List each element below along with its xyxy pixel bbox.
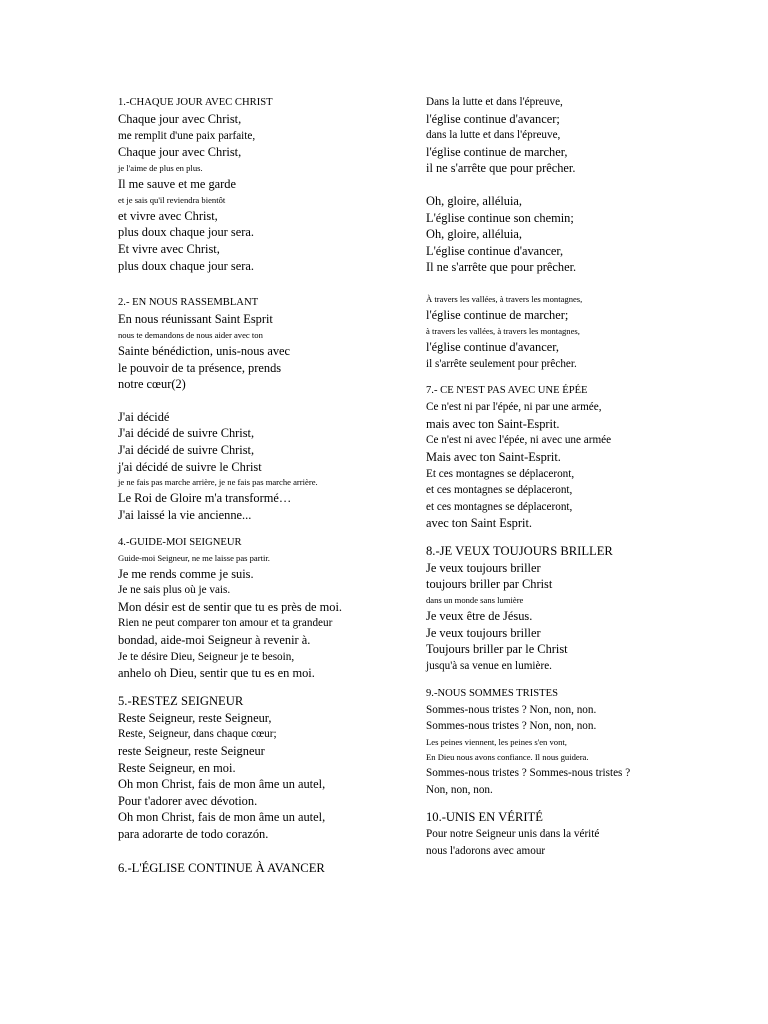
lyric-line: Mon désir est de sentir que tu es près de moi. bbox=[118, 599, 343, 614]
spacer bbox=[118, 682, 438, 692]
lyric-line: En nous réunissant Saint Esprit bbox=[118, 312, 273, 327]
lyric-line: Oh mon Christ, fais de mon âme un autel, bbox=[118, 810, 326, 825]
lyric-line: et ces montagnes se déplaceront, bbox=[426, 500, 573, 513]
lyric-line: Oh, gloire, alléluia, bbox=[426, 227, 522, 242]
lyric-line: Je veux toujours briller bbox=[426, 625, 541, 640]
lyric-line: l'église continue d'avancer, bbox=[426, 339, 559, 354]
lyric-line: jusqu'à sa venue en lumière. bbox=[426, 660, 552, 673]
lyric-line: Pour notre Seigneur unis dans la vérité bbox=[426, 828, 600, 841]
lyric-line: Oh, gloire, alléluia, bbox=[426, 193, 522, 208]
lyric-line: dans la lutte et dans l'épreuve, bbox=[426, 129, 561, 142]
lyric-line: Sainte bénédiction, unis-nous avec bbox=[118, 343, 291, 358]
lyric-line: Je veux être de Jésus. bbox=[426, 609, 533, 624]
lyric-line: l'église continue de marcher, bbox=[426, 144, 568, 159]
spacer bbox=[118, 393, 438, 409]
lyric-line: Reste, Seigneur, dans chaque cœur; bbox=[118, 728, 277, 741]
song-title: 4.-GUIDE-MOI SEIGNEUR bbox=[118, 536, 242, 548]
lyric-line: l'église continue de marcher; bbox=[426, 308, 569, 323]
lyric-line: et vivre avec Christ, bbox=[118, 208, 218, 223]
spacer bbox=[118, 274, 438, 294]
lyric-line: Non, non, non. bbox=[426, 783, 493, 796]
lyric-line: plus doux chaque jour sera. bbox=[118, 225, 254, 240]
lyric-line: Toujours briller par le Christ bbox=[426, 642, 568, 657]
lyric-line: anhelo oh Dieu, sentir que tu es en moi. bbox=[118, 666, 315, 681]
spacer bbox=[426, 177, 746, 193]
lyric-line: Le Roi de Gloire m'a transformé… bbox=[118, 491, 292, 506]
lyric-line-small: nous te demandons de nous aider avec ton bbox=[118, 329, 263, 340]
lyric-line: Oh mon Christ, fais de mon âme un autel, bbox=[118, 777, 326, 792]
spacer bbox=[118, 843, 438, 859]
lyric-line: le pouvoir de ta présence, prends bbox=[118, 360, 282, 375]
left-column bbox=[118, 94, 438, 877]
song-title: 5.-RESTEZ SEIGNEUR bbox=[118, 693, 244, 708]
lyric-line: Mais avec ton Saint-Esprit. bbox=[426, 449, 561, 464]
lyric-line: notre cœur(2) bbox=[118, 377, 186, 392]
lyric-line: avec ton Saint Esprit. bbox=[426, 516, 532, 531]
lyric-line-small: Guide-moi Seigneur, ne me laisse pas partir. bbox=[118, 552, 270, 563]
song-title: 10.-UNIS EN VÉRITÉ bbox=[426, 810, 543, 825]
lyric-line: Je me rends comme je suis. bbox=[118, 566, 254, 581]
lyric-line: Ce n'est ni par l'épée, ni par une armée, bbox=[426, 401, 602, 414]
lyric-line: Pour t'adorer avec dévotion. bbox=[118, 793, 258, 808]
lyric-line: Ce n'est ni avec l'épée, ni avec une armée bbox=[426, 434, 612, 447]
lyric-line-small: à travers les vallées, à travers les montagnes, bbox=[426, 325, 580, 336]
lyric-line: Et vivre avec Christ, bbox=[118, 241, 220, 256]
lyric-line: Et ces montagnes se déplaceront, bbox=[426, 467, 575, 480]
lyric-line: l'église continue d'avancer; bbox=[426, 111, 560, 126]
lyric-line: et ces montagnes se déplaceront, bbox=[426, 484, 573, 497]
lyric-line: Je te désire Dieu, Seigneur je te besoin, bbox=[118, 650, 295, 663]
lyric-line: il ne s'arrête que pour prêcher. bbox=[426, 161, 576, 176]
lyric-line: J'ai décidé de suivre Christ, bbox=[118, 442, 255, 457]
lyric-line: nous l'adorons avec amour bbox=[426, 845, 546, 858]
lyric-line-small: je ne fais pas marche arrière, je ne fais pas marche arrière. bbox=[118, 477, 318, 488]
lyric-line: bondad, aide-moi Seigneur à revenir à. bbox=[118, 633, 311, 648]
lyric-line: j'ai décidé de suivre le Christ bbox=[118, 459, 262, 474]
lyric-line: Sommes-nous tristes ? Non, non, non. bbox=[426, 703, 597, 716]
song-title: 9.-NOUS SOMMES TRISTES bbox=[426, 687, 558, 699]
lyric-line: L'église continue d'avancer, bbox=[426, 243, 564, 258]
lyric-line: Sommes-nous tristes ? Non, non, non. bbox=[426, 720, 597, 733]
lyric-line: Il me sauve et me garde bbox=[118, 176, 237, 191]
lyric-line-small: Les peines viennent, les peines s'en vont, bbox=[426, 736, 567, 747]
song-title: 1.-CHAQUE JOUR AVEC CHRIST bbox=[118, 97, 273, 108]
lyric-line: Dans la lutte et dans l'épreuve, bbox=[426, 96, 563, 108]
lyric-line: reste Seigneur, reste Seigneur bbox=[118, 744, 265, 759]
lyric-line: il s'arrête seulement pour prêcher. bbox=[426, 357, 577, 370]
spacer bbox=[118, 524, 438, 534]
spacer bbox=[426, 532, 746, 542]
lyric-line: J'ai décidé bbox=[118, 409, 170, 424]
right-column bbox=[426, 94, 746, 860]
lyric-line: para adorarte de todo corazón. bbox=[118, 827, 269, 842]
lyric-line: Je veux toujours briller bbox=[426, 560, 541, 575]
song-title: 2.- EN NOUS RASSEMBLANT bbox=[118, 297, 259, 309]
song-title: 6.-L'ÉGLISE CONTINUE À AVANCER bbox=[118, 860, 325, 875]
lyric-line: J'ai décidé de suivre Christ, bbox=[118, 426, 255, 441]
lyric-line: mais avec ton Saint-Esprit. bbox=[426, 416, 560, 431]
spacer bbox=[426, 276, 746, 292]
lyric-line-small: je l'aime de plus en plus. bbox=[118, 162, 203, 173]
lyric-line: Rien ne peut comparer ton amour et ta grandeur bbox=[118, 617, 333, 630]
lyric-line: Chaque jour avec Christ, bbox=[118, 112, 242, 126]
lyric-line: me remplit d'une paix parfaite, bbox=[118, 129, 256, 142]
lyric-line-small: dans un monde sans lumière bbox=[426, 595, 524, 606]
lyric-line: L'église continue son chemin; bbox=[426, 210, 574, 225]
lyric-line: J'ai laissé la vie ancienne... bbox=[118, 507, 252, 522]
spacer bbox=[426, 372, 746, 382]
lyric-line: Il ne s'arrête que pour prêcher. bbox=[426, 260, 577, 275]
spacer bbox=[426, 798, 746, 808]
song-title: 7.- CE N'EST PAS AVEC UNE ÉPÉE bbox=[426, 385, 588, 397]
lyric-line-small: À travers les vallées, à travers les montagnes, bbox=[426, 293, 583, 304]
song-title: 8.-JE VEUX TOUJOURS BRILLER bbox=[426, 543, 613, 558]
lyric-line-small: En Dieu nous avons confiance. Il nous guidera. bbox=[426, 752, 589, 763]
lyric-line: Je ne sais plus où je vais. bbox=[118, 584, 231, 597]
lyric-line-small: et je sais qu'il reviendra bientôt bbox=[118, 194, 226, 205]
lyric-line: toujours briller par Christ bbox=[426, 577, 553, 592]
lyric-line: Reste Seigneur, reste Seigneur, bbox=[118, 710, 272, 725]
lyric-line: plus doux chaque jour sera. bbox=[118, 258, 254, 273]
lyric-line: Reste Seigneur, en moi. bbox=[118, 760, 236, 775]
lyric-line: Sommes-nous tristes ? Sommes-nous tristes ? bbox=[426, 767, 631, 780]
lyric-line: Chaque jour avec Christ, bbox=[118, 145, 242, 160]
spacer bbox=[426, 675, 746, 685]
